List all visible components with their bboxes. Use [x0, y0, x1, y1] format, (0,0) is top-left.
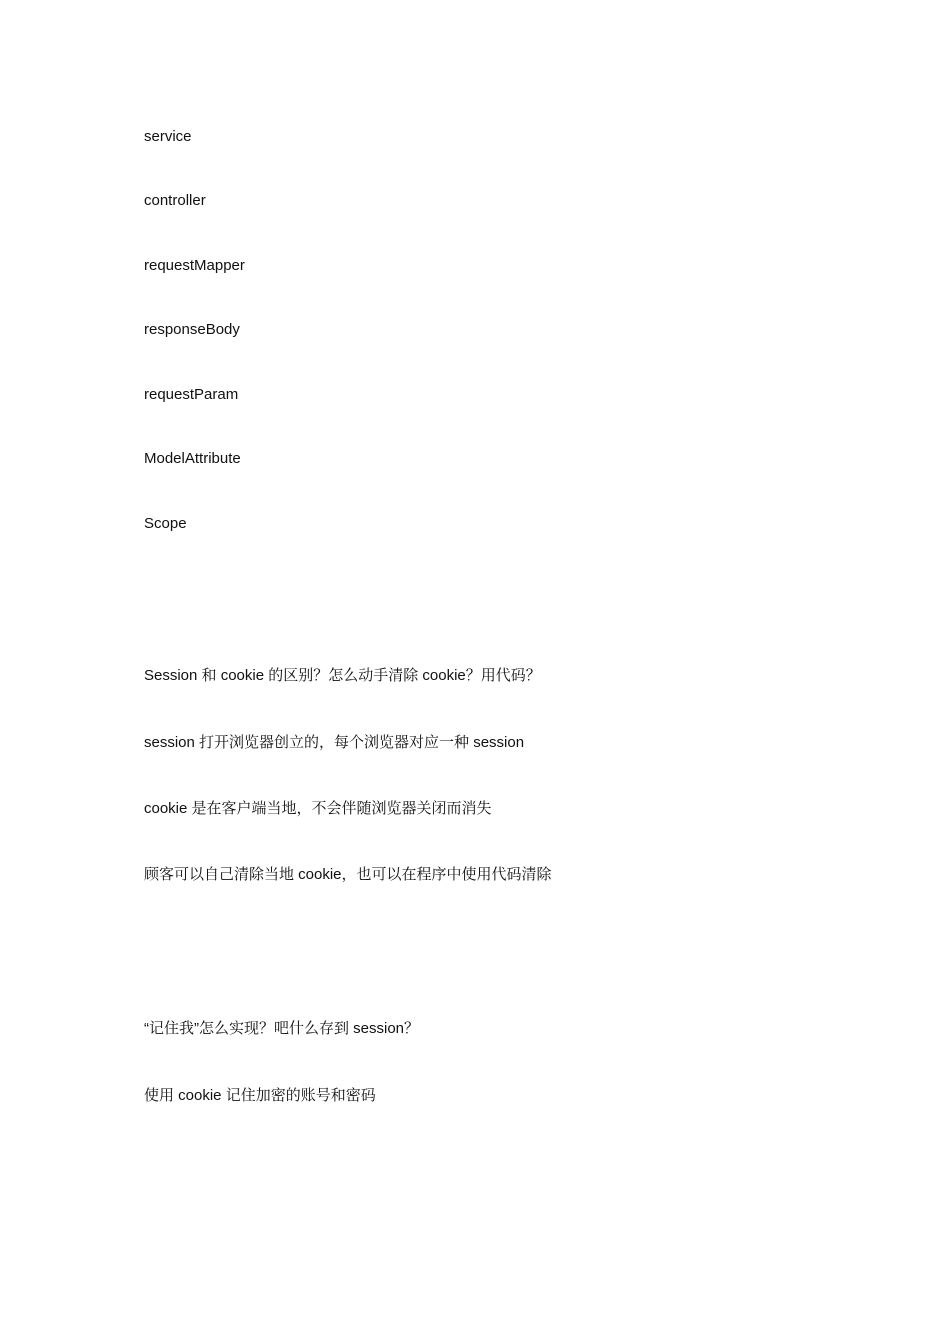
- annotation-scope: Scope: [144, 515, 187, 532]
- session-answer: session 打开浏览器创立的，每个浏览器对应一种 session: [144, 734, 525, 751]
- remember-me-question: “记住我”怎么实现？吧什么存到 session？: [144, 1020, 420, 1037]
- annotation-controller: controller: [144, 192, 206, 209]
- remember-me-answer: 使用 cookie 记住加密的账号和密码: [144, 1087, 376, 1104]
- annotation-response-body: responseBody: [144, 321, 240, 338]
- session-cookie-question: Session 和 cookie 的区别？怎么动手清除 cookie？用代码？: [144, 667, 541, 684]
- clear-cookie-answer: 顾客可以自己清除当地 cookie，也可以在程序中使用代码清除: [144, 866, 552, 883]
- cookie-answer: cookie 是在客户端当地，不会伴随浏览器关闭而消失: [144, 800, 492, 817]
- annotation-service: service: [144, 128, 192, 145]
- annotation-request-param: requestParam: [144, 386, 239, 403]
- annotation-model-attribute: ModelAttribute: [144, 450, 241, 467]
- annotation-request-mapper: requestMapper: [144, 257, 245, 274]
